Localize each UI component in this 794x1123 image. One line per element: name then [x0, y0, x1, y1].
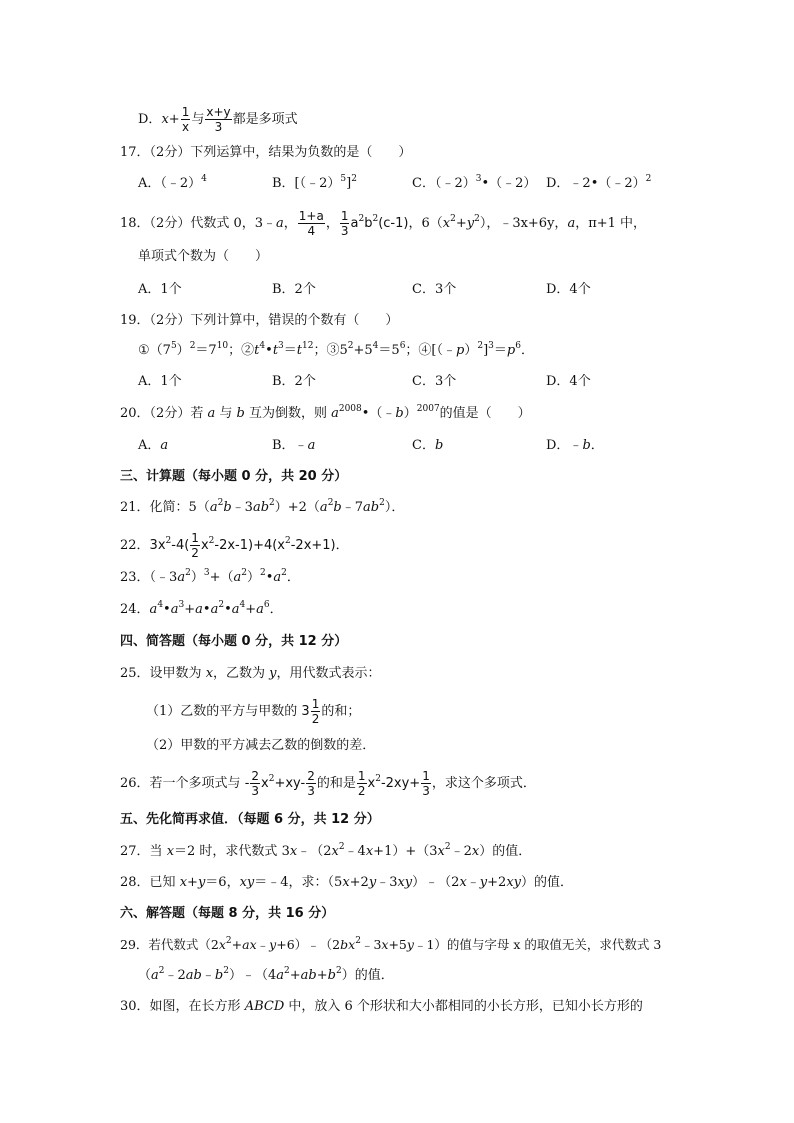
- q26: 26．若一个多项式与 - $\frac{2}{3}$ $x^2+xy-$ $\frac{2}{3}$ 的和是 $\frac{1}{2}$ $x^2-2xy+$ $\frac{1}{3}$ ，求这个多项式．: [120, 769, 536, 798]
- q18-stem: 18．（2分）代数式 0，3﹣a， $\frac{1+a}{4}$ ， $\frac{1}{3}$ $a^2b^2(c-1)$，$6(x^2+y^2)$，﹣3x+6y，a，π+1 中，: [120, 209, 647, 238]
- fraction: $\frac{1}{x}$: [181, 105, 190, 134]
- q19-option-b: B．2个: [272, 374, 316, 389]
- q18-option-d: D．4个: [546, 282, 591, 297]
- q17-option-b: B．[（﹣2）$^5$]$^2$: [272, 174, 357, 191]
- fraction: $\frac{1+a}{4}$: [298, 209, 324, 238]
- section-5-heading: 五、先化简再求值．（每题 6 分，共 12 分）: [120, 812, 380, 827]
- q20-option-b: B．﹣a: [272, 438, 316, 453]
- q23: 23．$(﹣3a^2)^3+(a^2)^2•a^2$．: [120, 568, 300, 585]
- section-4-heading: 四、简答题（每小题 0 分，共 12 分）: [120, 634, 348, 649]
- q25-part-2: （2）甲数的平方减去乙数的倒数的差．: [146, 738, 376, 753]
- q28: 28．已知 x+y＝6，xy＝﹣4，求：（5x+2y﹣3xy）﹣（2x﹣y+2xy）的值．: [120, 875, 574, 890]
- q19-statements: $①(7^5)^2=7^{10}$；$②t^4•t^3=t^{12}$；$③5^2+5^4=5^6$；$④[(﹣p)^2]^3=p^6$．: [138, 341, 534, 358]
- section-3-heading: 三、计算题（每小题 0 分，共 20 分）: [120, 469, 348, 484]
- q21: 21．化简：$5(a^2b﹣3ab^2)+2(a^2b﹣7ab^2)$．: [120, 498, 405, 515]
- q30: 30．如图，在长方形 ABCD 中，放入 6 个形状和大小都相同的小长方形，已知小长方形的: [120, 999, 643, 1014]
- section-6-heading: 六、解答题（每题 8 分，共 16 分）: [120, 906, 335, 921]
- q17-option-d: D．﹣2•（﹣2）$^2$: [546, 174, 652, 191]
- q18-option-c: C．3个: [412, 282, 457, 297]
- q22: 22．$3x^2-4$( $\frac{1}{2}$ $x^2-2x-1)+4(x^2-2x+1)$．: [120, 531, 349, 560]
- q20-option-c: C．b: [412, 438, 444, 453]
- fraction: $\frac{2}{3}$: [251, 769, 260, 798]
- q19-option-c: C．3个: [412, 374, 457, 389]
- fraction: $\frac{1}{3}$: [340, 209, 349, 238]
- fraction: $\frac{1}{2}$: [357, 769, 366, 798]
- fraction: $\frac{1}{3}$: [422, 769, 430, 798]
- q25-stem: 25．设甲数为 x，乙数为 y，用代数式表示：: [120, 666, 381, 681]
- q27: 27．当 x＝2 时，求代数式 $3x﹣(2x^2﹣4x+1)+(3x^2﹣2x)$的值．: [120, 842, 532, 859]
- q17-option-c: C．（﹣2）$^3$•（﹣2）: [412, 174, 537, 191]
- q18-stem-line2: 单项式个数为（ ）: [138, 249, 269, 264]
- fraction: $\frac{x+y}{3}$: [206, 105, 231, 134]
- fraction: $\frac{2}{3}$: [307, 769, 315, 798]
- q17-stem: 17．（2分）下列运算中，结果为负数的是（ ）: [120, 145, 412, 160]
- fraction: $\frac{1}{2}$: [311, 697, 320, 726]
- q18-option-a: A．1个: [138, 282, 182, 297]
- q17-option-a: A．（﹣2）$^4$: [138, 174, 207, 191]
- q29-line2: $(a^2﹣2ab﹣b^2)﹣(4a^2+ab+b^2)$的值．: [138, 966, 394, 983]
- q29-line1: 29．若代数式$(2x^2+ax﹣y+6)﹣(2bx^2﹣3x+5y﹣1)$的值与字母 x 的取值无关，求代数式 3: [120, 936, 662, 952]
- q18-option-b: B．2个: [272, 282, 316, 297]
- q20-option-a: A．a: [138, 438, 169, 453]
- q20-stem: 20．（2分）若 a 与 b 互为倒数，则 $a^{2008}•(﹣b)^{2007}$的值是（ ）: [120, 404, 531, 421]
- q25-part-1: （1）乙数的平方与甲数的 3 $\frac{1}{2}$ 的和；: [146, 697, 361, 726]
- q19-stem: 19．（2分）下列计算中，错误的个数有（ ）: [120, 313, 399, 328]
- q16-option-d: D．x+ $\frac{1}{x}$ 与 $\frac{x+y}{3}$ 都是多项式: [138, 105, 298, 134]
- q24: 24．$a^4•a^3+a•a^2•a^4+a^6$．: [120, 600, 283, 617]
- q20-option-d: D．﹣b．: [546, 438, 604, 453]
- q19-option-d: D．4个: [546, 374, 591, 389]
- fraction: $\frac{1}{2}$: [191, 531, 199, 560]
- q19-option-a: A．1个: [138, 374, 182, 389]
